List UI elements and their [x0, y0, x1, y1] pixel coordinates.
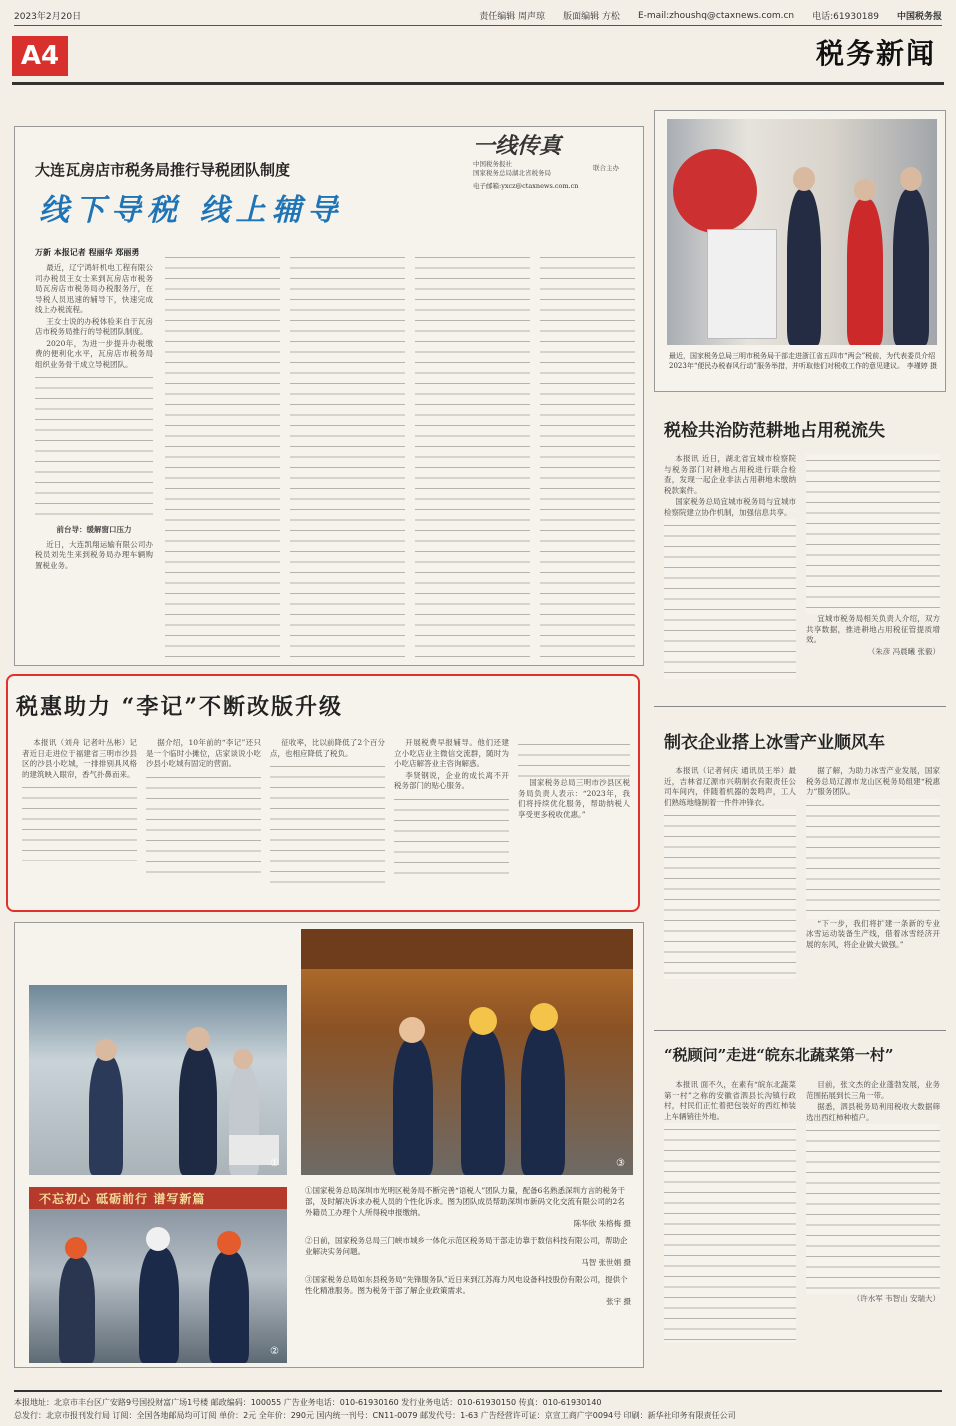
lead-column-1 — [35, 263, 153, 659]
caption-1-author: 陈华欣 朱格梅 摄 — [573, 1219, 631, 1228]
text-lines — [22, 781, 137, 861]
footer — [14, 1390, 942, 1422]
text-lines — [806, 454, 940, 614]
right-top-photo — [667, 119, 937, 345]
ice-column-1 — [664, 766, 796, 1016]
footer-line-2: 总发行：北京市报刊发行局 订阅：全国各地邮局均可订阅 单价：2元 全年价：290元 国内统一刊号：CN11-0079 邮发代号：1-63 广告经营许可证：京宣工商广字0094号 印刷：新华社印务有限责任公司 — [14, 1411, 736, 1420]
banner-text: 不忘初心 砥砺前行 谱写新篇 — [39, 1192, 206, 1206]
lead-column-5 — [540, 251, 635, 659]
land-p1: 本报讯 近日，湖北省宜城市检察院与税务部门对耕地占用税进行联合检查，发现一起企业非法占用耕地未缴纳税款案件。 — [664, 454, 796, 495]
right-top-photographer: 李瑾婷 摄 — [906, 362, 937, 370]
consult-p1: 本报讯 面不久，在素有“皖东北蔬菜第一村”之称的安徽省泗县长沟镇行政村，村民们正忙着把包装好的西红柿装上车辆销往外地。 — [664, 1080, 796, 1121]
ice-column-2 — [806, 766, 940, 1016]
land-p2: 国家税务总局宜城市税务局与宜城市检察院建立协作机制，加强信息共享。 — [664, 497, 796, 517]
divider — [654, 1030, 946, 1031]
photo-collage-panel — [14, 922, 644, 1368]
consult-p3: 据悉，泗县税务局利用税收大数据筛选出西红柿种植户。 — [806, 1102, 940, 1122]
divider — [654, 706, 946, 707]
land-story-title: 税检共治防范耕地占用税流失 — [664, 421, 885, 441]
lead-p3: 2020年，为进一步提升办税缴费的便利化水平，瓦房店市税务局组织业务骨干成立导税团队。 — [35, 338, 153, 369]
editor-credit: 责任编辑 周声琼 — [479, 12, 546, 22]
text-lines — [806, 799, 940, 919]
page-number: A4 — [12, 36, 68, 76]
land-author: （朱彦 冯晨曦 张毅） — [867, 646, 940, 656]
text-lines — [146, 771, 261, 881]
column-brand-box — [465, 129, 637, 201]
highlight-box — [6, 674, 640, 912]
text-lines — [394, 793, 509, 883]
lead-story-title: 大连瓦房店市税务局推行导税团队制度 — [35, 161, 291, 179]
photo-3 — [29, 1187, 287, 1363]
column-sub2: 国家税务总局湖北省税务局 — [473, 169, 551, 177]
caption-2: ②日前，国家税务总局三门峡市城乡一体化示范区税务局干部走访靠于数信科技有限公司，帮助企业解决实务问题。 — [305, 1236, 628, 1256]
li-p4: 开展税费早报辅导。他们还建立小吃店业主微信交流群，随时为小吃店解答业主咨询解惑。 — [394, 738, 509, 768]
li-p6: 国家税务总局三明市沙县区税务局负责人表示：“2023年，我们将持续优化服务，帮助纳税人享受更多税收优惠。” — [518, 778, 630, 819]
caption-1: ①国家税务总局深圳市光明区税务局不断完善“语税人”团队力量，配备6名熟悉深圳方言的税务干部，及时解决诉求办税人员的个性化诉求。图为团队成员帮助深圳市新码文化交流有限公司的2名外籍员工办理个人所得税申报缴纳。 — [305, 1186, 625, 1217]
column-sub3: 联合主办 — [593, 164, 619, 172]
column-brand: 一线传真 — [473, 133, 562, 159]
lead-p4: 近日，大连凯翔运输有限公司办税员刘先生来到税务局办理车辆购置税业务。 — [35, 539, 153, 570]
li-column-5 — [518, 738, 630, 906]
li-column-1 — [22, 738, 137, 906]
photo-1 — [29, 985, 287, 1175]
text-lines — [270, 760, 385, 890]
column-email[interactable]: 电子邮箱:yxcz@ctaxnews.com.cn — [473, 182, 579, 190]
li-p3: 征收率，比以前降低了2个百分点，也相应降低了税负。 — [270, 738, 385, 758]
issue-date: 2023年2月20日 — [14, 12, 82, 22]
land-story — [654, 404, 946, 704]
li-column-4 — [394, 738, 509, 906]
consult-story-title: “税顾问”走进“皖东北蔬菜第一村” — [664, 1046, 894, 1064]
text-lines — [664, 519, 796, 679]
lead-story-slogan: 线下导税 线上辅导 — [39, 193, 344, 228]
caption-3-author: 张宇 摄 — [606, 1297, 631, 1306]
photo-captions — [305, 1185, 631, 1307]
caption-3: ③国家税务总局如东县税务局“先锋服务队”近日来到江苏海力风电设备科技股份有限公司，提供个性化精准服务。图为税务干部了解企业政策需求。 — [305, 1275, 628, 1295]
layout-credit: 版面编辑 方松 — [563, 12, 620, 22]
phone-number: 电话:61930189 — [812, 12, 879, 22]
paper-name: 中国税务报 — [896, 12, 942, 22]
text-lines — [664, 809, 796, 979]
column-sub1: 中国税务报社 — [473, 160, 512, 168]
caption-2-author: 马智 张世娟 摄 — [581, 1258, 631, 1267]
divider — [12, 82, 944, 85]
photo-index: ① — [270, 1158, 279, 1169]
byline: 万新 本报记者 程丽华 郑丽勇 — [35, 247, 140, 257]
li-column-2 — [146, 738, 261, 906]
lead-p2: 王女士说的办税体验来自于瓦房店市税务局推行的导税团队制度。 — [35, 316, 153, 336]
lead-sub1: 前台导：缓解窗口压力 — [56, 525, 132, 534]
masthead-bar — [14, 6, 942, 26]
footer-line-1: 本报地址：北京市丰台区广安路9号国投财富广场1号楼 邮政编码：100055 广告业务电话：010-61930160 发行业务电话：010-61930150 传真：010-61930140 — [14, 1398, 602, 1407]
photo-index: ③ — [616, 1158, 625, 1169]
land-p3: 宜城市税务局相关负责人介绍，双方共享数据，推进耕地占用税征管提质增效。 — [806, 614, 940, 644]
li-p1: 本报讯（刘舟 记者叶丛彬）记者近日走进位于福建省三明市沙县区的沙县小吃城，一排排别具风格的建筑映入眼帘，香气扑鼻而来。 — [22, 738, 137, 779]
ice-p2: 据了解，为助力冰雪产业发展，国家税务总局辽源市龙山区税务局组建“税惠力”服务团队。 — [806, 766, 940, 796]
consult-column-2 — [806, 1080, 940, 1376]
consult-author: （许水军 韦智山 安瑞大） — [852, 1294, 940, 1303]
photo-2 — [301, 929, 633, 1175]
consult-p2: 目前，张文杰的企业蓬勃发展，业务范围拓展到长三角一带。 — [806, 1080, 940, 1100]
email-address[interactable]: E-mail:zhoushq@ctaxnews.com.cn — [637, 10, 795, 21]
text-lines — [518, 738, 630, 778]
right-top-caption — [669, 351, 937, 371]
consult-story — [654, 1034, 946, 1384]
ice-p1: 本报讯（记者何庆 通讯员王举）最近，吉林省辽源市兴萌制衣有限责任公司车间内，伴随着机器的轰鸣声，工人们熟练地缝制着一件件冲锋衣。 — [664, 766, 796, 807]
li-story-title: 税惠助力 “李记”不断改版升级 — [16, 694, 343, 720]
consult-column-1 — [664, 1080, 796, 1376]
text-lines — [664, 1123, 796, 1343]
li-column-3 — [270, 738, 385, 906]
lead-column-3 — [290, 251, 405, 659]
lead-p1: 最近，辽宁鸿轩机电工程有限公司办税员王女士来到瓦房店市税务局瓦房店市税务局办税服务厅，在导税人员迅速的辅导下，快速完成线上办税流程。 — [35, 263, 153, 314]
right-top-caption-text: 最近，国家税务总局三明市税务局干部走进浙江省五四市“两会”税前，为代表委员介绍2023年“便民办税春风行动”服务举措，并听取他们对税收工作的意见建议。 — [669, 352, 936, 370]
li-p2: 据介绍，10年前的“李记”还只是一个临时小摊位，店家谈说小吃沙县小吃城有固定的营面。 — [146, 738, 261, 768]
ice-story-title: 制衣企业搭上冰雪产业顺风车 — [664, 733, 885, 753]
ice-p3: “下一步，我们将扩建一条新的专业冰雪运动装备生产线，借着冰雪经济开展的东风，将企业做大做强。” — [806, 918, 940, 949]
land-column-2 — [806, 454, 940, 700]
photo-index: ② — [270, 1346, 279, 1357]
lead-column-4 — [415, 251, 530, 659]
land-column-1 — [664, 454, 796, 700]
right-top-photo-panel — [654, 110, 946, 392]
text-lines — [35, 371, 153, 521]
lead-story-panel — [14, 126, 644, 666]
lead-column-2 — [165, 251, 280, 659]
text-lines — [806, 1124, 940, 1294]
ice-story — [654, 710, 946, 1026]
li-p5: 李贤钢说，企业的成长离不开税务部门的贴心服务。 — [394, 770, 509, 790]
section-title: 税务新闻 — [815, 37, 936, 70]
